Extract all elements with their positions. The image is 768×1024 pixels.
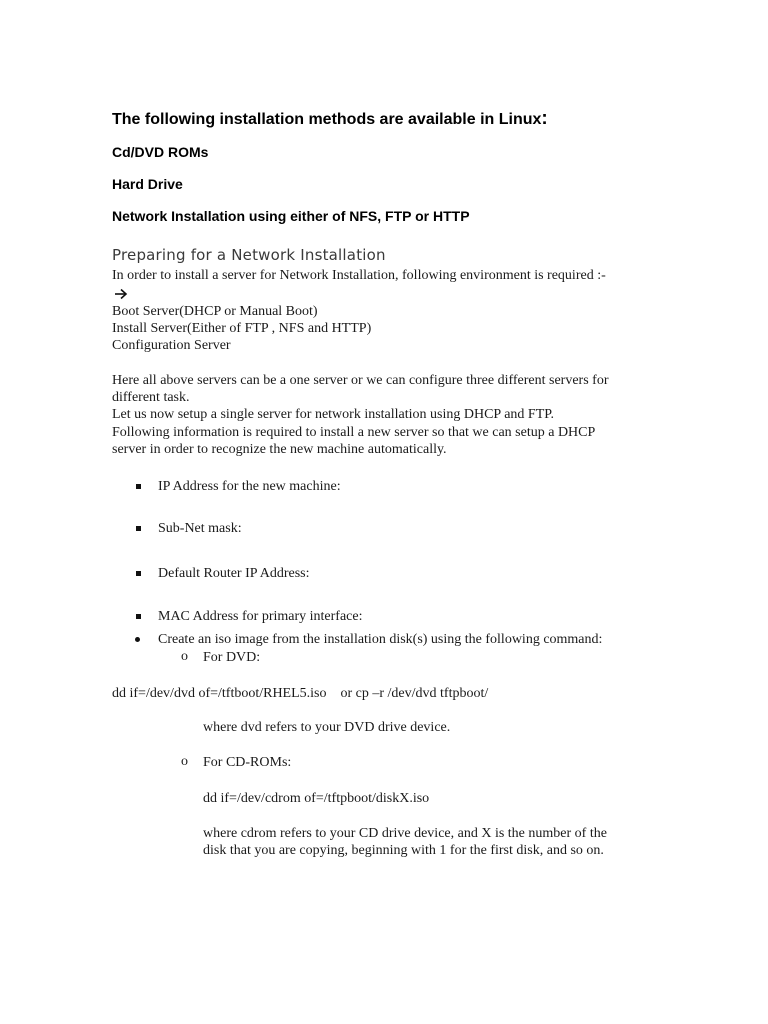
intro-text: In order to install a server for Network Installation, following environment is required :-	[112, 268, 606, 283]
section-title: Preparing for a Network Installation	[112, 246, 386, 264]
sub-bullet-icon: o	[181, 754, 188, 769]
paragraph-line: Let us now setup a single server for network installation using DHCP and FTP.	[112, 407, 554, 422]
env-install-server: Install Server(Either of FTP , NFS and HTTP)	[112, 321, 372, 336]
heading-text: The following installation methods are available in Linux	[112, 111, 542, 128]
round-bullet-icon	[135, 637, 140, 642]
square-bullet-icon	[136, 614, 141, 619]
method-hard-drive: Hard Drive	[112, 176, 183, 192]
paragraph-line: different task.	[112, 390, 190, 405]
square-bullet-icon	[136, 526, 141, 531]
list-item-ip-address: IP Address for the new machine:	[158, 479, 341, 494]
sub-bullet-icon: o	[181, 649, 188, 664]
document-heading	[112, 108, 548, 130]
paragraph-line: server in order to recognize the new machine automatically.	[112, 442, 447, 457]
cdrom-note-line: disk that you are copying, beginning with 1 for the first disk, and so on.	[203, 843, 604, 858]
env-config-server: Configuration Server	[112, 338, 231, 353]
square-bullet-icon	[136, 571, 141, 576]
paragraph-line: Following information is required to install a new server so that we can setup a DHCP	[112, 425, 596, 440]
cdrom-label: For CD-ROMs:	[203, 755, 292, 770]
method-network: Network Installation using either of NFS, FTP or HTTP	[112, 208, 470, 224]
dvd-command: dd if=/dev/dvd of=/tftboot/RHEL5.iso or cp –r /dev/dvd tftpboot/	[112, 686, 489, 701]
list-item-create-iso: Create an iso image from the installation disk(s) using the following command:	[158, 632, 603, 647]
env-boot-server: Boot Server(DHCP or Manual Boot)	[112, 304, 318, 319]
square-bullet-icon	[136, 484, 141, 489]
right-arrow-icon	[114, 288, 128, 300]
heading-colon: :	[541, 108, 548, 129]
paragraph-line: Here all above servers can be a one server or we can configure three different servers for	[112, 373, 609, 388]
method-cd-dvd: Cd/DVD ROMs	[112, 144, 209, 160]
dvd-label: For DVD:	[203, 650, 261, 665]
list-item-default-router: Default Router IP Address:	[158, 566, 310, 581]
dvd-note: where dvd refers to your DVD drive device.	[203, 720, 451, 735]
cdrom-note-line: where cdrom refers to your CD drive device, and X is the number of the	[203, 826, 607, 841]
list-item-mac-address: MAC Address for primary interface:	[158, 609, 363, 624]
list-item-subnet-mask: Sub-Net mask:	[158, 521, 242, 536]
cdrom-command: dd if=/dev/cdrom of=/tftpboot/diskX.iso	[203, 791, 430, 806]
